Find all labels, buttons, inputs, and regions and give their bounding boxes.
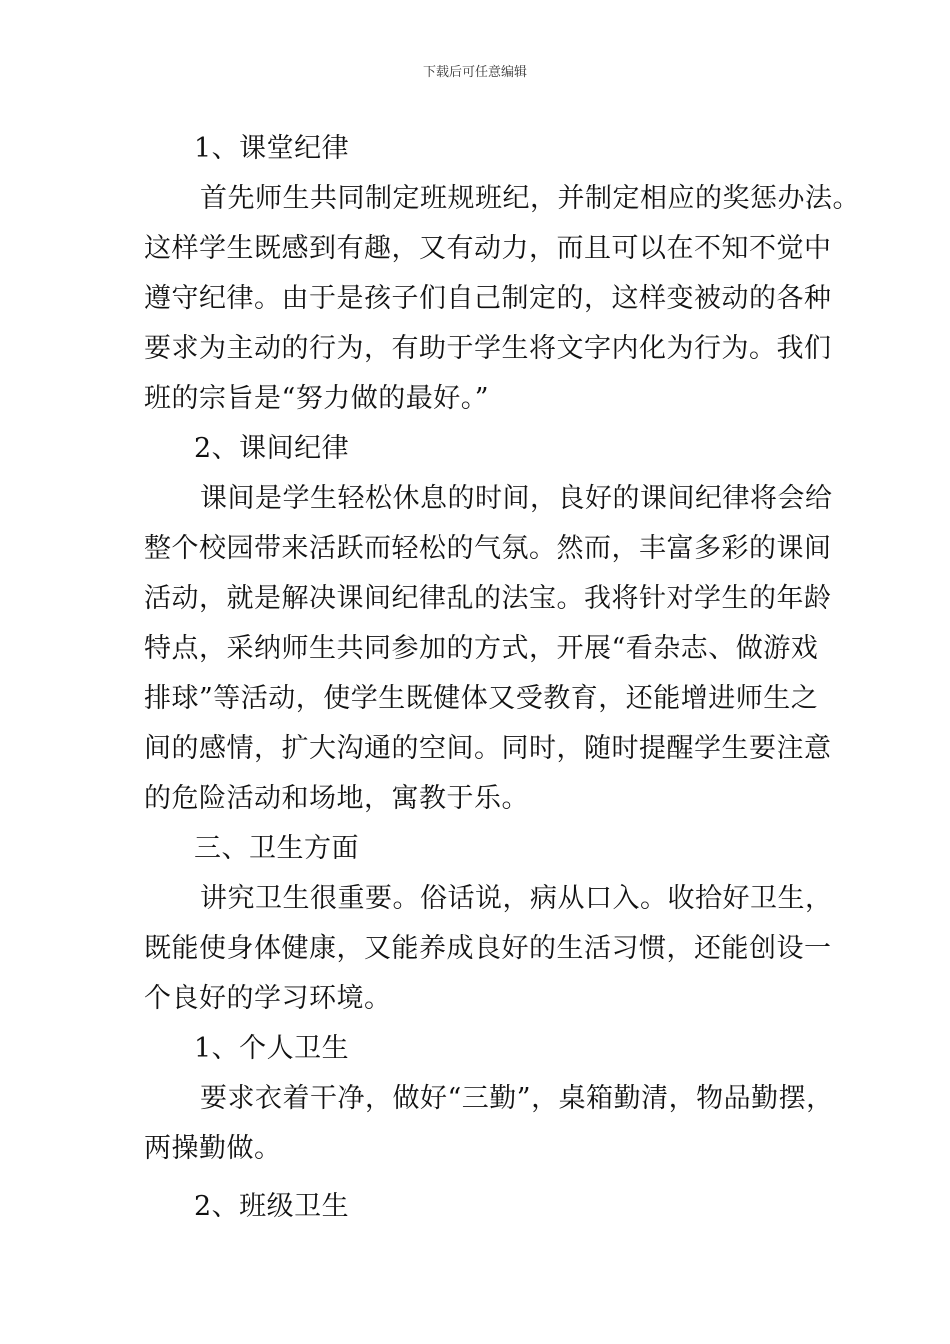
paragraph-line: 既能使身体健康，又能养成良好的生活习惯，还能创设一	[144, 933, 832, 964]
paragraph-line: 首先师生共同制定班规班纪，并制定相应的奖惩办法。	[200, 183, 860, 214]
paragraph-line: 班的宗旨是“努力做的最好。”	[144, 383, 490, 414]
document-body	[144, 124, 860, 1224]
section-heading-personal-hygiene: 1、个人卫生	[194, 1033, 350, 1064]
paragraph-line: 讲究卫生很重要。俗话说，病从口入。收拾好卫生，	[200, 883, 833, 914]
section-heading-hygiene: 三、卫生方面	[194, 833, 359, 864]
paragraph-line: 的危险活动和场地，寓教于乐。	[144, 783, 529, 814]
paragraph-line: 特点，采纳师生共同参加的方式，开展“看杂志、做游戏	[144, 633, 819, 664]
section-heading-class-hygiene: 2、班级卫生	[194, 1191, 350, 1222]
paragraph-line: 要求衣着干净，做好“三勤”，桌箱勤清，物品勤摆，	[200, 1083, 834, 1114]
paragraph-line: 课间是学生轻松休息的时间，良好的课间纪律将会给	[200, 483, 833, 514]
paragraph-line: 要求为主动的行为，有助于学生将文字内化为行为。我们	[144, 333, 832, 364]
paragraph-line: 间的感情，扩大沟通的空间。同时，随时提醒学生要注意	[144, 733, 832, 764]
paragraph-line: 这样学生既感到有趣，又有动力，而且可以在不知不觉中	[144, 233, 832, 264]
paragraph-line: 排球”等活动，使学生既健体又受教育，还能增进师生之	[144, 683, 819, 714]
paragraph-line: 活动，就是解决课间纪律乱的法宝。我将针对学生的年龄	[144, 583, 832, 614]
section-heading-break-discipline: 2、课间纪律	[194, 433, 350, 464]
paragraph-line: 个良好的学习环境。	[144, 983, 392, 1014]
paragraph-line: 遵守纪律。由于是孩子们自己制定的，这样变被动的各种	[144, 283, 832, 314]
paragraph-line: 两操勤做。	[144, 1133, 282, 1164]
page-header-note: 下载后可任意编辑	[422, 65, 527, 80]
section-heading-classroom-discipline: 1、课堂纪律	[194, 133, 350, 164]
paragraph-line: 整个校园带来活跃而轻松的气氛。然而，丰富多彩的课间	[144, 533, 832, 564]
